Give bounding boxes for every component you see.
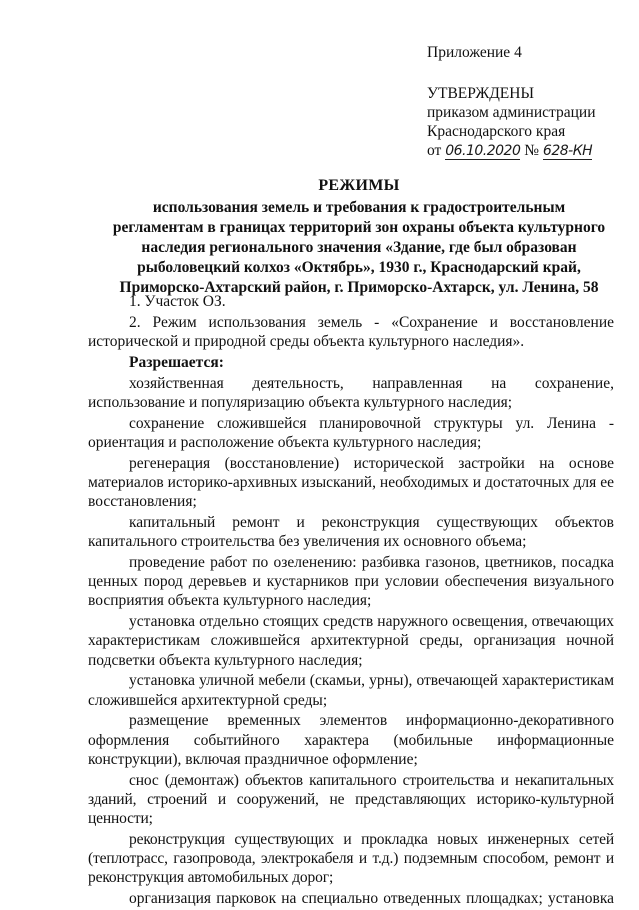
document-title xyxy=(104,176,614,298)
handwritten-number: 628-КН xyxy=(542,143,593,159)
permitted-heading: Разрешается: xyxy=(129,353,224,371)
permitted-item: проведение работ по озеленению: разбивка газонов, цветников, посадка ценных пород деревьев и кустарников при условии обеспечения визуального восприятия объекта культурного наследия; xyxy=(88,553,614,610)
title-line: регламентам в границах территорий зон охраны объекта культурного xyxy=(112,219,606,236)
approved-label: УТВЕРЖДЕНЫ xyxy=(427,85,534,102)
title-line: рыболовецкий колхоз «Октябрь», 1930 г., Краснодарский край, xyxy=(137,259,581,276)
document-body xyxy=(88,292,614,910)
section-item: 2. Режим использования земель - «Сохранение и восстановление исторической и природной среды объекта культурного наследия». xyxy=(88,313,614,350)
title-line: использования земель и требования к градостроительным xyxy=(152,199,566,216)
order-date-number xyxy=(427,141,632,161)
permitted-item: организация парковок на специально отведенных площадках; установка xyxy=(129,890,614,907)
title-heading: РЕЖИМЫ xyxy=(318,177,400,194)
from-prefix: от xyxy=(427,142,442,159)
region-label: Краснодарского края xyxy=(427,123,566,140)
permitted-item: регенерация (восстановление) исторической застройки на основе материалов историко-архивных изысканий, необходимых и достаточных для ее восстановления; xyxy=(88,454,614,510)
permitted-item: капитальный ремонт и реконструкция существующих объектов капитального строительства без увеличения их основного объема; xyxy=(88,513,614,550)
permitted-item: реконструкция существующих и прокладка новых инженерных сетей (теплотрасс, газопровода, электрокабеля и т.д.) подземным способом, ремонт и реконструкция автомобильных дорог; xyxy=(88,830,614,887)
number-sign: № xyxy=(524,142,540,159)
order-label: приказом администрации xyxy=(427,104,596,121)
appendix-label: Приложение 4 xyxy=(427,44,522,61)
section-item: 1. Участок ОЗ. xyxy=(129,293,226,310)
title-line: наследия регионального значения «Здание, где был образован xyxy=(141,239,577,256)
permitted-item: сохранение сложившейся планировочной структуры ул. Ленина - ориентация и расположение объекта культурного наследия; xyxy=(88,414,614,451)
permitted-item: снос (демонтаж) объектов капитального строительства и некапитальных зданий, строений и сооружений, не представляющих историко-культурной ценности; xyxy=(88,771,614,827)
title-line: Приморско-Ахтарский район, г. Приморско-Ахтарск, ул. Ленина, 58 xyxy=(119,279,599,296)
permitted-item: размещение временных элементов информационно-декоративного оформления событийного характера (мобильные информационные конструкции), включая праздничное оформление; xyxy=(88,712,614,768)
permitted-item: установка отдельно стоящих средств наружного освещения, отвечающих характеристикам сложившейся архитектурной среды, организация ночной подсветки объекта культурного наследия; xyxy=(88,613,614,669)
approval-stamp xyxy=(427,43,632,161)
permitted-item: установка уличной мебели (скамьи, урны), отвечающей характеристикам сложившейся архитектурной среды; xyxy=(88,672,614,709)
permitted-item: хозяйственная деятельность, направленная на сохранение, использование и популяризацию объекта культурного наследия; xyxy=(88,374,614,411)
handwritten-date: 06.10.2020 xyxy=(445,143,521,159)
